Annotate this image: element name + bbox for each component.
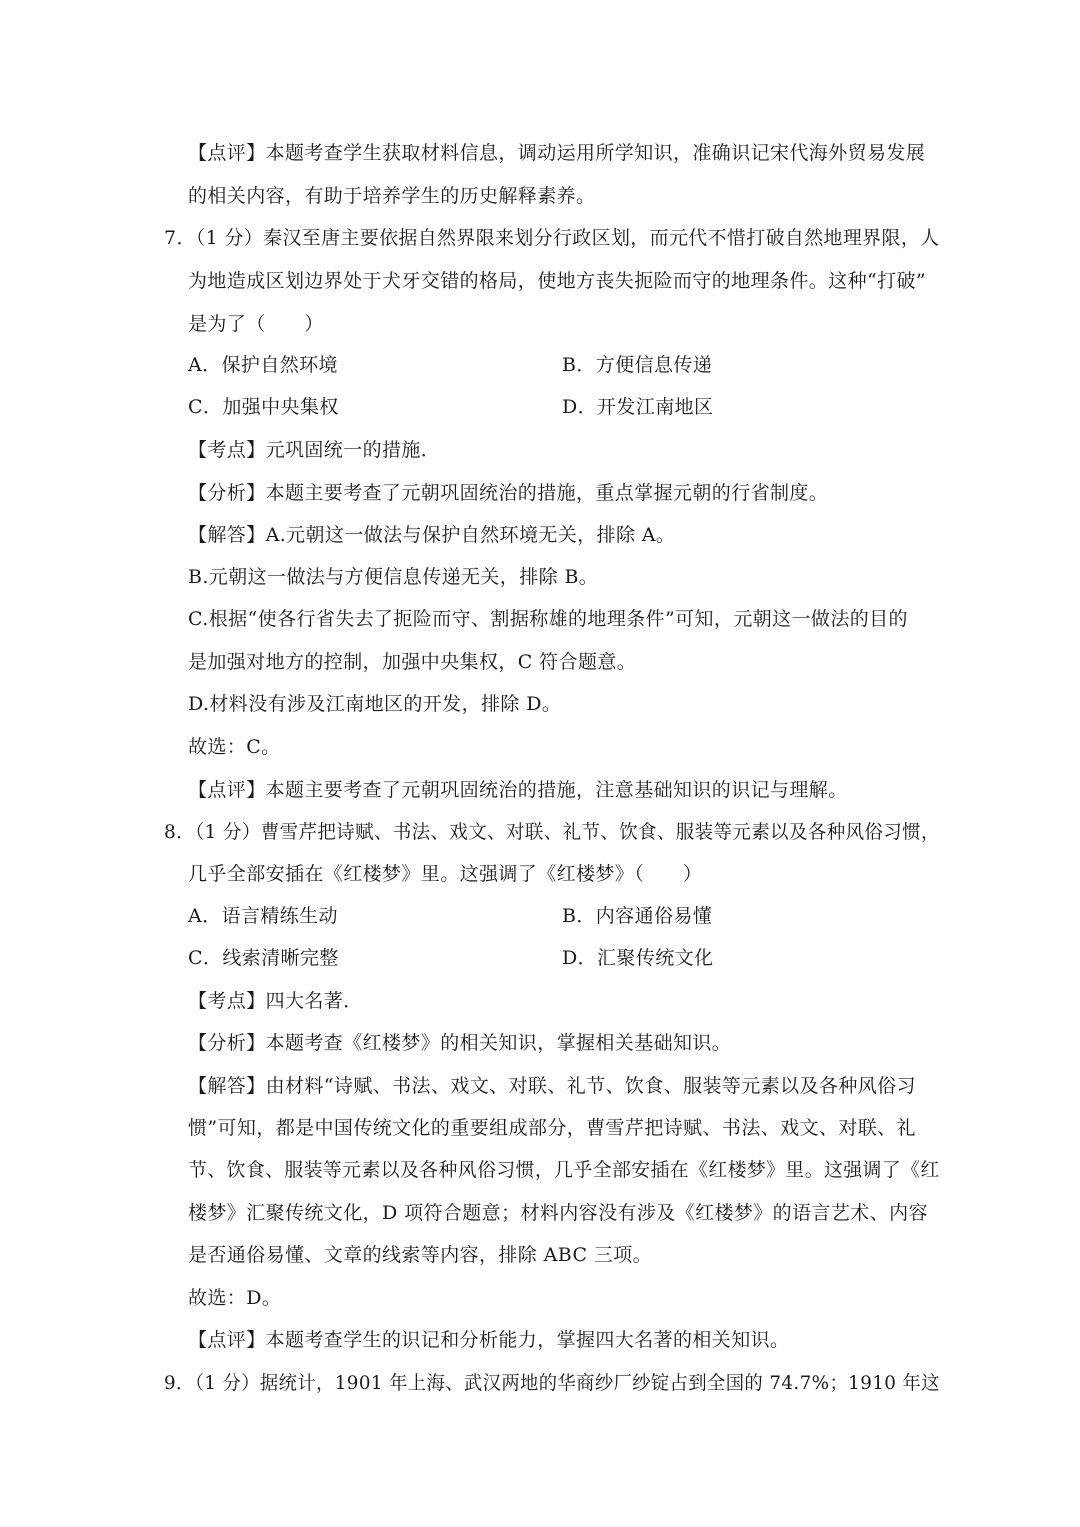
q8-jieda-line-4: 楼梦》汇聚传统文化，D 项符合题意；材料内容没有涉及《红楼梦》的语言艺术、内容 (188, 1202, 928, 1224)
q8-option-c: C．线索清晰完整 (188, 947, 339, 969)
q8-stem-line-2: 几乎全部安插在《红楼梦》里。这强调了《红楼梦》（ ） (188, 863, 703, 885)
q8-options-row-1 (188, 902, 928, 930)
q7-kaodian: 【考点】元巩固统一的措施． (188, 439, 441, 461)
q7-options-row-1 (188, 351, 928, 379)
q7-comment: 【点评】本题主要考查了元朝巩固统治的措施，注意基础知识的识记与理解。 (188, 779, 848, 801)
q7-jieda-line-2: B.元朝这一做法与方便信息传递无关，排除 B。 (188, 566, 599, 588)
q8-options-row-2 (188, 944, 928, 972)
q7-option-d: D．开发江南地区 (562, 396, 714, 418)
q8-comment: 【点评】本题考查学生的识记和分析能力，掌握四大名著的相关知识。 (188, 1329, 790, 1351)
q7-stem-line-3: 是为了（ ） (188, 313, 324, 335)
q9-stem-line-1: 9．（1 分）据统计，1901 年上海、武汉两地的华商纱厂纱锭占到全国的 74.7%；1910 年这 (164, 1372, 940, 1394)
q8-kaodian: 【考点】四大名著． (188, 990, 363, 1012)
q8-option-a: A．语言精练生动 (188, 905, 338, 927)
q8-jieda-line-3: 节、饮食、服装等元素以及各种风俗习惯，几乎全部安插在《红楼梦》里。这强调了《红 (188, 1159, 940, 1181)
q8-fenxi: 【分析】本题考查《红楼梦》的相关知识，掌握相关基础知识。 (188, 1032, 732, 1054)
q7-options-row-2 (188, 393, 928, 421)
q8-option-b: B．内容通俗易懂 (562, 905, 713, 927)
q7-answer: 故选：C。 (188, 736, 281, 758)
q8-jieda-line-1: 【解答】由材料“诗赋、书法、戏文、对联、礼节、饮食、服装等元素以及各种风俗习 (188, 1075, 916, 1097)
q7-stem-line-2: 为地造成区划边界处于犬牙交错的格局，使地方丧失扼险而守的地理条件。这种“打破” (188, 270, 927, 292)
q8-jieda-line-5: 是否通俗易懂、文章的线索等内容，排除 ABC 三项。 (188, 1244, 653, 1266)
q7-fenxi: 【分析】本题主要考查了元朝巩固统治的措施，重点掌握元朝的行省制度。 (188, 482, 829, 504)
q7-option-b: B．方便信息传递 (562, 354, 713, 376)
q7-jieda-line-1: 【解答】A.元朝这一做法与保护自然环境无关，排除 A。 (188, 524, 676, 546)
q7-stem-line-1: 7．（1 分）秦汉至唐主要依据自然界限来划分行政区划，而元代不惜打破自然地理界限，人 (164, 227, 940, 249)
prev-comment-line-1: 【点评】本题考查学生获取材料信息，调动运用所学知识，准确识记宋代海外贸易发展 (188, 142, 926, 164)
prev-comment-line-2: 的相关内容，有助于培养学生的历史解释素养。 (188, 185, 596, 207)
q8-stem-line-1: 8．（1 分）曹雪芹把诗赋、书法、戏文、对联、礼节、饮食、服装等元素以及各种风俗习惯， (164, 821, 940, 843)
q7-option-c: C．加强中央集权 (188, 396, 339, 418)
q7-jieda-line-3: C.根据“使各行省失去了扼险而守、割据称雄的地理条件”可知，元朝这一做法的目的 (188, 608, 908, 630)
q8-jieda-line-2: 惯”可知，都是中国传统文化的重要组成部分，曹雪芹把诗赋、书法、戏文、对联、礼 (188, 1117, 916, 1139)
q8-option-d: D．汇聚传统文化 (562, 947, 714, 969)
q8-answer: 故选：D。 (188, 1287, 282, 1309)
q7-jieda-line-4: 是加强对地方的控制，加强中央集权，C 符合题意。 (188, 651, 637, 673)
q7-jieda-line-5: D.材料没有涉及江南地区的开发，排除 D。 (188, 693, 562, 715)
q7-option-a: A．保护自然环境 (188, 354, 338, 376)
